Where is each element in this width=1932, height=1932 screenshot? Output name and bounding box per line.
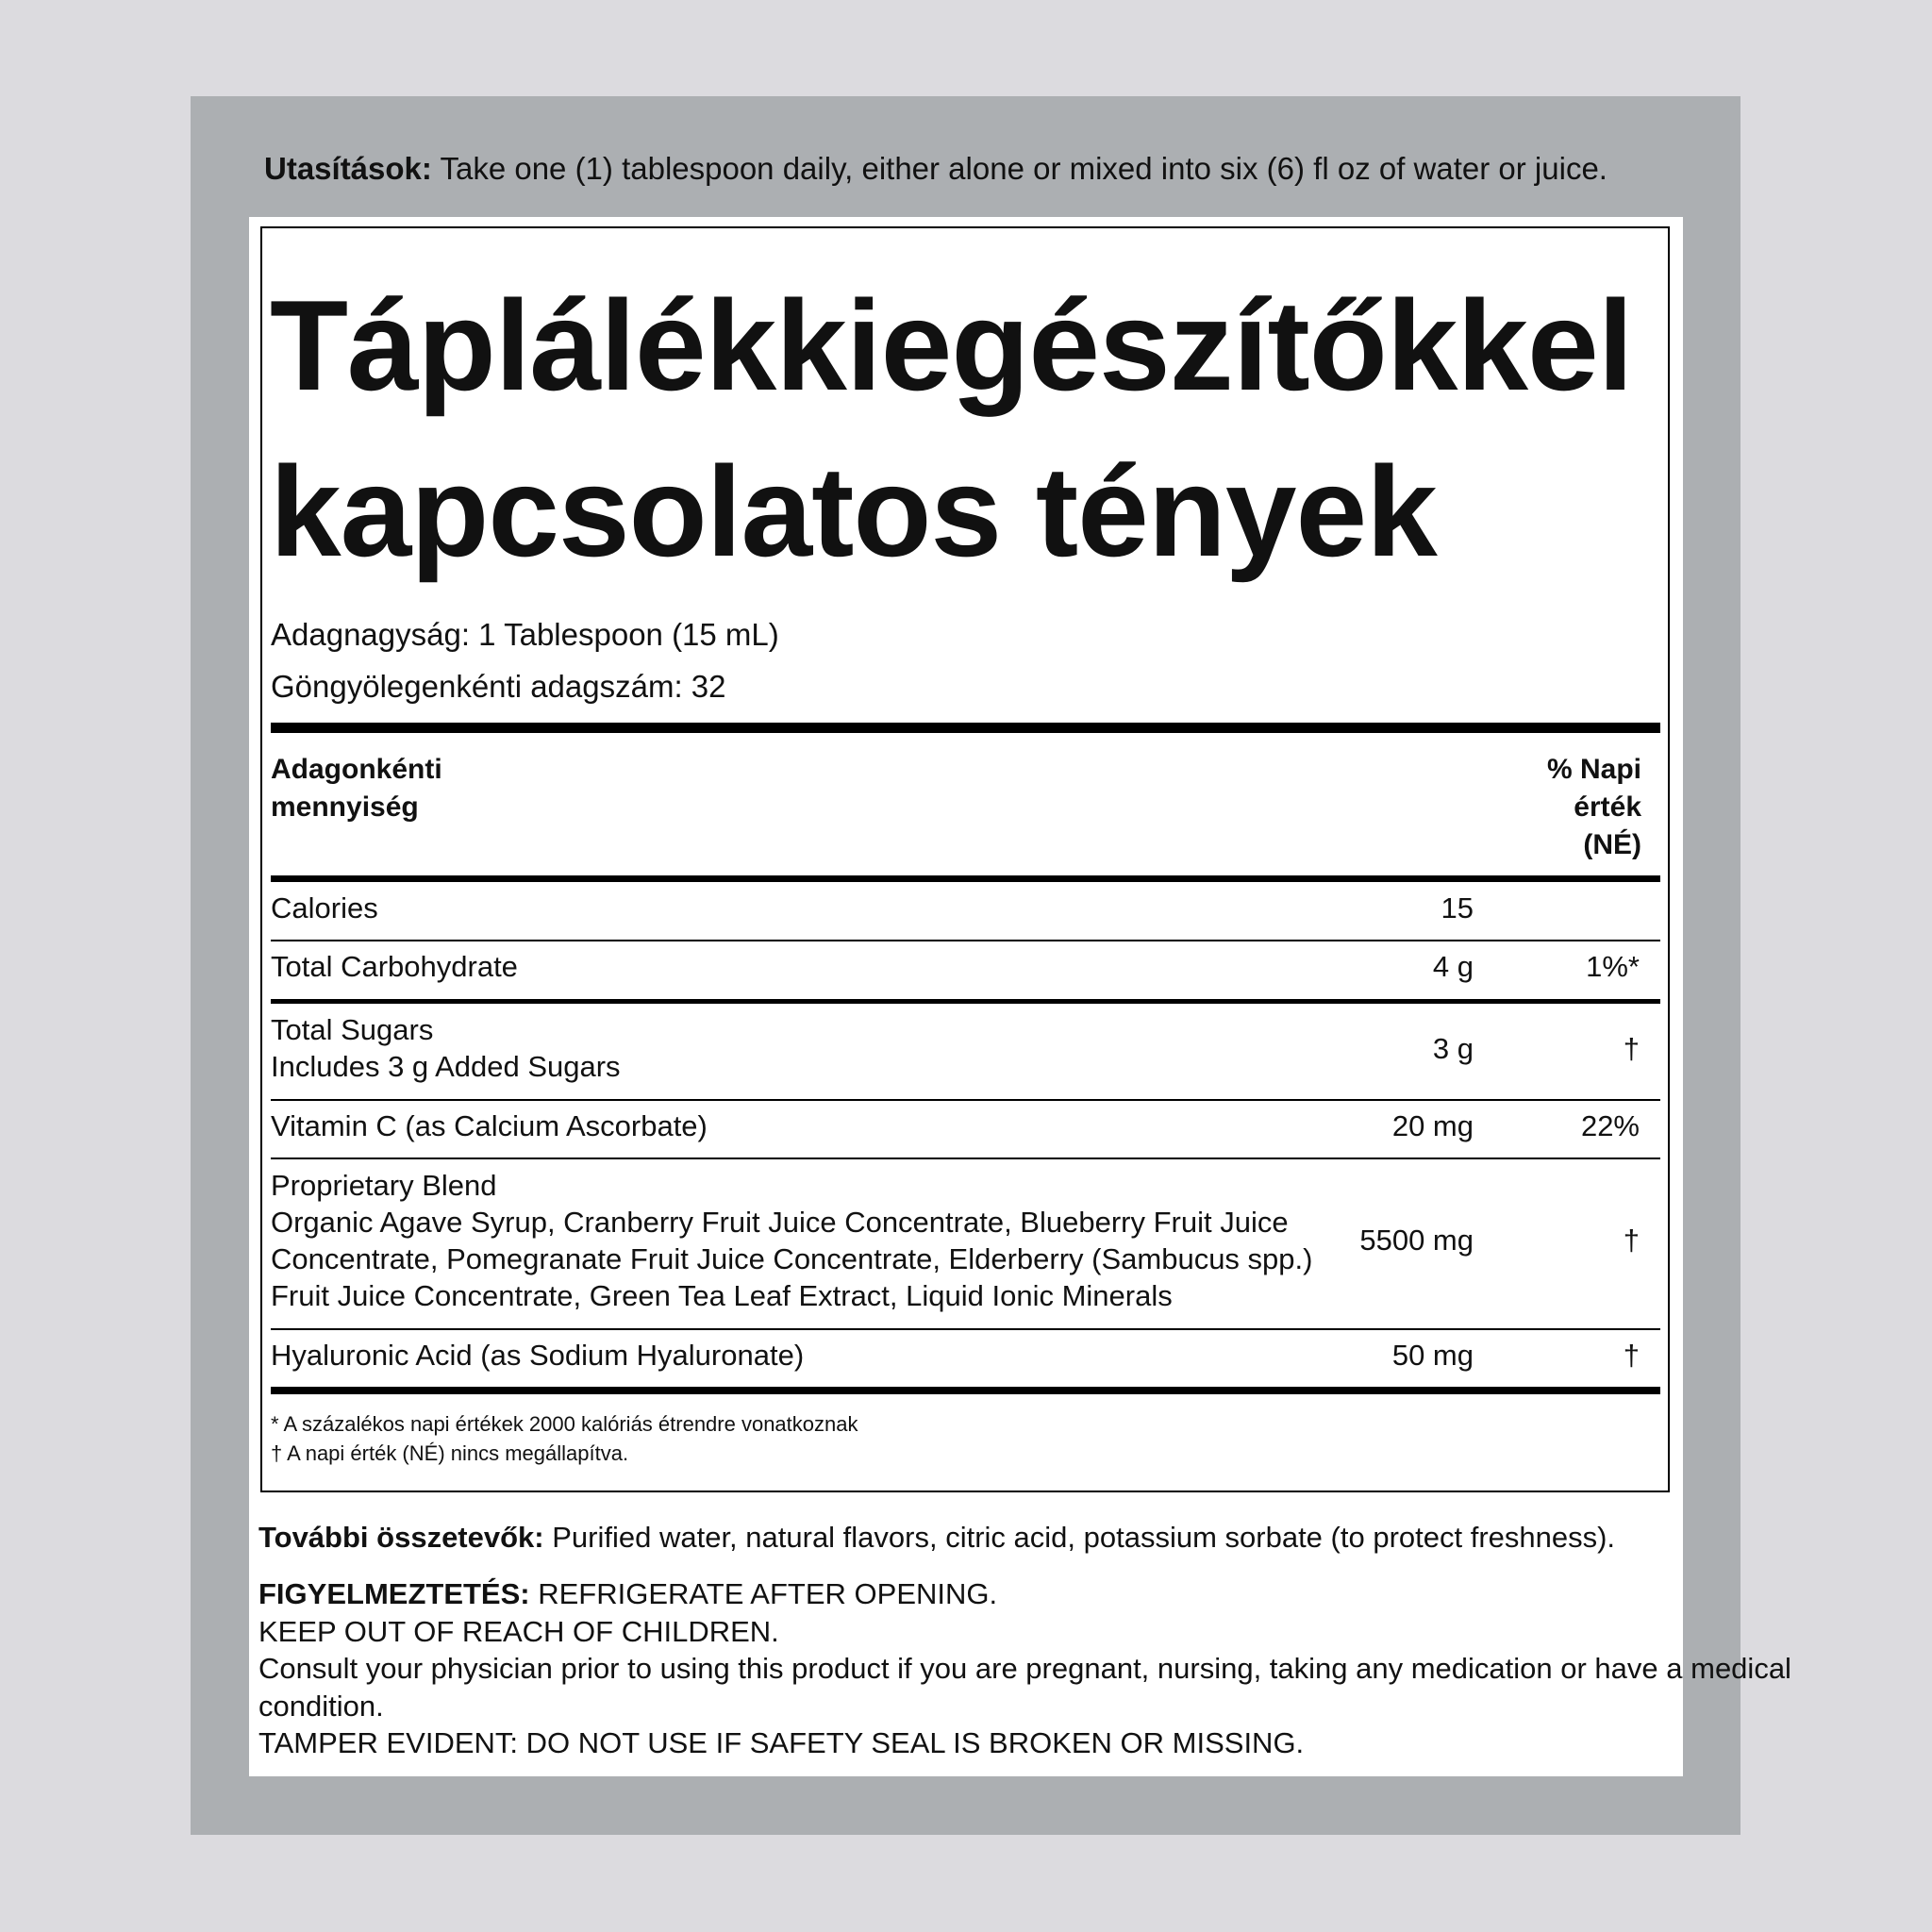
nutrient-amount: 3 g <box>1432 1032 1474 1065</box>
footnote-dv-not-established: † A napi érték (NÉ) nincs megállapítva. <box>271 1441 629 1465</box>
nutrient-amount: 5500 mg <box>1359 1224 1474 1257</box>
blend-ingredients-line: Concentrate, Pomegranate Fruit Juice Concentrate, Elderberry (Sambucus spp.) <box>271 1242 1313 1275</box>
blend-ingredients-line: Fruit Juice Concentrate, Green Tea Leaf Extract, Liquid Ionic Minerals <box>271 1279 1173 1312</box>
nutrient-dv: † <box>1623 1032 1640 1065</box>
blend-ingredients-line: Organic Agave Syrup, Cranberry Fruit Juice Concentrate, Blueberry Fruit Juice <box>271 1206 1289 1239</box>
nutrient-name-group <box>271 1167 1312 1314</box>
nutrient-name: Hyaluronic Acid (as Sodium Hyaluronate) <box>271 1339 805 1372</box>
title-line-1: Táplálékkiegészítőkkel <box>270 274 1633 417</box>
nutrient-amount: 15 <box>1441 891 1474 924</box>
row-divider <box>271 1158 1660 1159</box>
nutrient-subline: Includes 3 g Added Sugars <box>271 1050 621 1083</box>
warning-line: condition. <box>258 1689 384 1723</box>
directions-label: Utasítások: <box>264 151 432 186</box>
other-ingredients <box>258 1521 1615 1555</box>
dv-header-line-3: (NÉ) <box>1583 829 1641 860</box>
row-divider <box>271 1099 1660 1101</box>
nutrient-dv: † <box>1623 1339 1640 1372</box>
servings-per-container: Göngyölegenkénti adagszám: 32 <box>271 669 726 704</box>
nutrient-row-proprietary-blend <box>271 1167 1660 1315</box>
nutrient-name: Vitamin C (as Calcium Ascorbate) <box>271 1109 708 1142</box>
row-divider-thick <box>271 999 1660 1004</box>
nutrient-dv: † <box>1623 1224 1640 1257</box>
warning-line: TAMPER EVIDENT: DO NOT USE IF SAFETY SEAL IS BROKEN OR MISSING. <box>258 1726 1305 1759</box>
other-ingredients-text: Purified water, natural flavors, citric acid, potassium sorbate (to protect freshness). <box>543 1521 1616 1554</box>
warning-label: FIGYELMEZTETÉS: <box>258 1577 530 1610</box>
warning-line: Consult your physician prior to using this product if you are pregnant, nursing, taking any medication or have a medical <box>258 1652 1791 1685</box>
amount-per-serving-header <box>271 751 442 826</box>
footnote-daily-values: * A százalékos napi értékek 2000 kalóriás étrendre vonatkoznak <box>271 1412 858 1436</box>
nutrient-name: Total Sugars <box>271 1013 434 1046</box>
warning-section <box>258 1575 1791 1762</box>
nutrient-dv: 22% <box>1580 1109 1640 1142</box>
dv-header-line-2: érték <box>1574 791 1641 823</box>
header-divider <box>271 875 1660 882</box>
nutrient-name-group <box>271 1011 621 1085</box>
nutrient-amount: 20 mg <box>1391 1109 1474 1142</box>
amount-header-line-2: mennyiség <box>271 791 419 823</box>
row-divider <box>271 940 1660 941</box>
nutrient-amount: 50 mg <box>1391 1339 1474 1372</box>
directions-text: Take one (1) tablespoon daily, either alone or mixed into six (6) fl oz of water or juice. <box>431 151 1607 186</box>
serving-size: Adagnagyság: 1 Tablespoon (15 mL) <box>271 617 779 652</box>
supplement-facts-title <box>270 262 1633 594</box>
thick-divider <box>271 723 1660 733</box>
dv-header-line-1: % Napi <box>1546 754 1641 785</box>
nutrient-dv: 1%* <box>1586 950 1640 983</box>
warning-line: KEEP OUT OF REACH OF CHILDREN. <box>258 1614 779 1648</box>
amount-header-line-1: Adagonkénti <box>271 754 442 785</box>
nutrient-row-total-sugars <box>271 1011 1660 1085</box>
nutrient-amount: 4 g <box>1432 950 1474 983</box>
title-line-2: kapcsolatos tények <box>270 440 1437 583</box>
directions <box>264 151 1607 187</box>
row-divider <box>271 1328 1660 1330</box>
nutrient-name: Proprietary Blend <box>271 1169 497 1202</box>
nutrient-name: Calories <box>271 891 378 924</box>
other-ingredients-label: További összetevők: <box>258 1521 544 1554</box>
daily-value-header <box>1547 751 1641 864</box>
thick-divider-bottom <box>271 1387 1660 1394</box>
nutrient-name: Total Carbohydrate <box>271 950 518 983</box>
warning-line: REFRIGERATE AFTER OPENING. <box>529 1577 998 1610</box>
